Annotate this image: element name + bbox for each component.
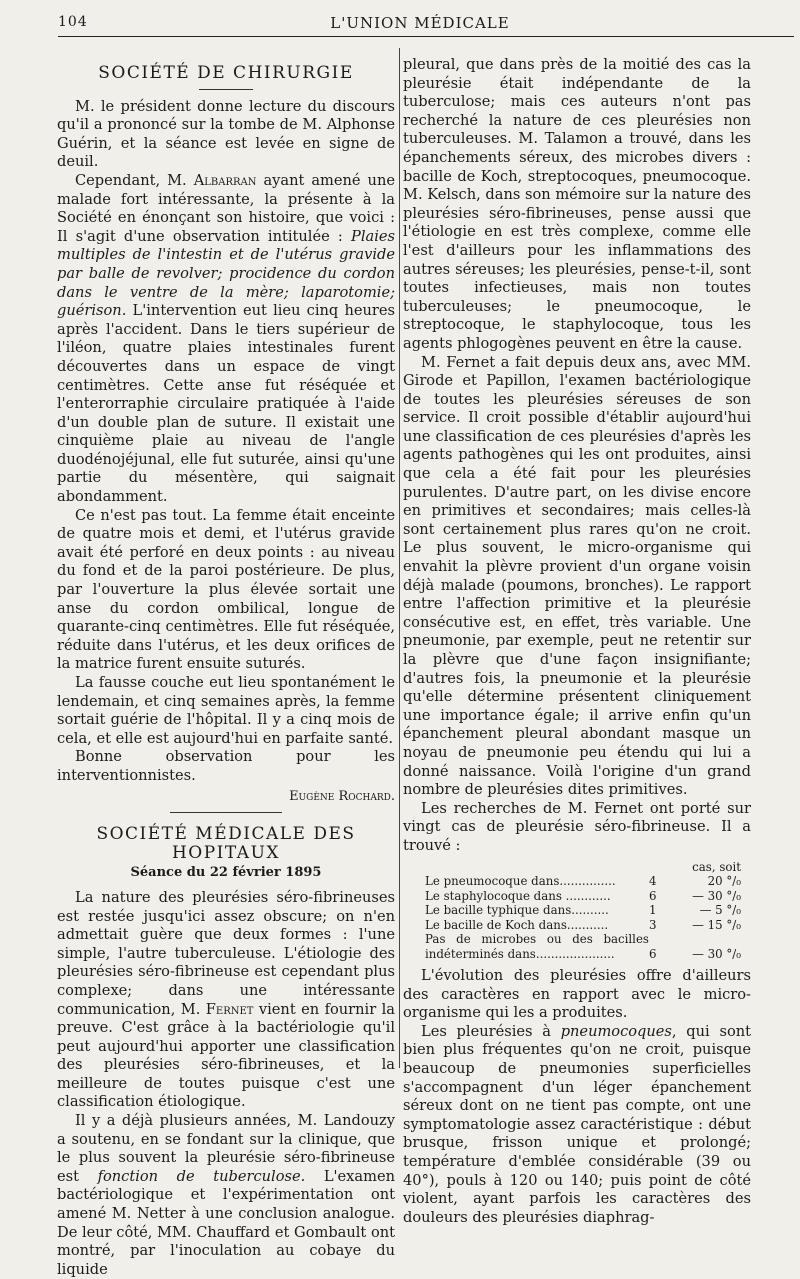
text-run: L'examen bactériologique et l'expérimentation ont amené M. Netter à une conclusion analogue. De leur côté, MM. Chauffard et Gombault ont montré, par l'inoculation au cobaye du liquide	[57, 1167, 395, 1278]
signature: Eugène Rochard.	[289, 788, 395, 804]
stats-label: Le pneumocoque dans...............	[425, 874, 616, 889]
paragraph: Ce n'est pas tout. La femme était enceinte de quatre mois et demi, et l'utérus gravide avait été perforé en deux points : au niveau du fond et de la paroi postérieure. De plus, par l'ouverture la plus élevée sortait une anse du cordon ombilical, longue de quarante-cinq centimètres. Elle fut réséquée, réduite dans l'utérus, et les deux orifices de la matrice furent ensuite suturés.	[57, 506, 395, 673]
paragraph: La fausse couche eut lieu spontanément le lendemain, et cinq semaines après, la femme sortait guérie de l'hôpital. Il y a cinq mois de cela, et elle est aujourd'hui en parfaite santé.	[57, 674, 395, 747]
stats-row	[403, 918, 751, 933]
paragraph: Les recherches de M. Fernet ont porté sur vingt cas de pleurésie séro-fibrineuse. Il a trouvé :	[403, 799, 751, 854]
author-name: Albarran	[193, 171, 257, 189]
emphasis: pneumocoques	[560, 1022, 672, 1040]
title-rule	[199, 89, 253, 90]
stats-label: Le bacille de Koch dans...........	[425, 917, 609, 932]
stats-label: Le bacille typhique dans..........	[425, 903, 609, 918]
stats-percent: — 30 °/₀	[692, 888, 741, 903]
seance-date: Séance du 22 février 1895	[130, 865, 322, 881]
stats-row	[403, 889, 751, 904]
text-run: Cependant, M.	[75, 171, 194, 189]
stats-row	[403, 903, 751, 918]
text-run: vient en fournir la preuve. C'est grâce à la bactériologie qu'il peut aujourd'hui apporter une classification des pleurésies séro-fibrineuses, et la meilleure de toutes puisque c'est une classification étiologique.	[57, 1000, 395, 1111]
text-run: , qui sont bien plus fréquentes qu'on ne croit, puisque beaucoup de pneumonies superficielles s'accompagnent d'un léger épanchement séreux dont on ne tient pas compte, ont une symptomatologie assez caractéristique : début brusque, frisson unique et prolongé; température d'emblée considérable (39 ou 40°), pouls à 120 ou 140; puis point de côté violent, ayant parfois les caractères des douleurs des pleurésies diaphrag-	[403, 1022, 751, 1226]
section-rule	[170, 812, 282, 813]
stats-count: 4	[649, 874, 657, 889]
paragraph	[57, 1112, 395, 1279]
right-column	[403, 56, 751, 1227]
stats-count: 6	[649, 888, 657, 903]
observation-title: Plaies multiples de l'intestin et de l'utérus gravide par balle de revolver; procidence du cordon dans le ventre de la mère; laparotomie; guérison.	[57, 227, 395, 320]
stats-row	[403, 932, 751, 961]
paragraph: Bonne observation pour les interventionnistes.	[57, 748, 395, 784]
journal-title: L'UNION MÉDICALE	[330, 14, 510, 32]
stats-label: Le staphylocoque dans ............	[425, 888, 611, 903]
author-name: Fernet	[205, 1000, 254, 1018]
paragraph	[57, 172, 395, 507]
paragraph	[403, 1023, 751, 1228]
paragraph: L'évolution des pleurésies offre d'ailleurs des caractères en rapport avec le micro-organisme qui les a produites.	[403, 967, 751, 1022]
stats-label: Pas de microbes ou des bacilles indéterminés dans.....................	[425, 932, 649, 961]
page-number: 104	[58, 14, 88, 30]
text-run: La nature des pleurésies séro-fibrineuses est restée jusqu'ici assez obscure; on n'en admettait guère que deux formes : l'une simple, l'autre tuberculeuse. L'étiologie des pleurésies séro-fibrineuse est cependant plus complexe; dans une intéressante communication, M.	[57, 888, 395, 1018]
stats-count: 1	[649, 903, 657, 918]
stats-percent: — 30 °/₀	[692, 946, 741, 961]
text-run: Les pleurésies à	[421, 1022, 561, 1040]
stats-percent: — 15 °/₀	[692, 917, 741, 932]
paragraph: pleural, que dans près de la moitié des cas la pleurésie était indépendante de la tuberculose; mais ces auteurs n'ont pas recherché la nature de ces pleurésies non tuberculeuses. M. Talamon a trouvé, dans les épanchements séreux, des microbes divers : bacille de Koch, streptocoques, pneumocoque. M. Kelsch, dans son mémoire sur la nature des pleurésies séro-fibrineuses, pense aussi que l'étiologie en est très complexe, comme elle l'est d'ailleurs pour les inflammations des autres séreuses; les pleurésies, pense-t-il, sont toutes infectieuses, mais non toutes tuberculeuses; le pneumocoque, le streptocoque, le staphylocoque, tous les agents phlogogènes peuvent en être la cause.	[403, 56, 751, 352]
stats-percent: cas, soit 20 °/₀	[692, 859, 741, 889]
text-run: ayant amené une malade fort intéressante, la présente à la Société en énonçant son histoire, que voici : Il s'agit d'une observation intitulée :	[57, 171, 395, 245]
section-title-hopitaux: SOCIÉTÉ MÉDICALE DES HOPITAUX	[96, 824, 356, 863]
running-head	[58, 12, 782, 34]
text-run: L'intervention eut lieu cinq heures après l'accident. Dans le tiers supérieur de l'iléon, quatre plaies intestinales furent découvertes dans un espace de vingt centimètres. Cette anse fut réséquée et l'enterorraphie circulaire pratiquée à l'aide d'un double plan de suture. Il existait une cinquième plaie au niveau de l'angle duodénojéjunal, elle fut suturée, ainsi qu'une partie du mésentère, qui saignait abondamment.	[57, 302, 395, 506]
section-title-chirurgie: SOCIÉTÉ DE CHIRURGIE	[98, 63, 354, 83]
column-divider	[399, 48, 400, 1068]
stats-count: 3	[649, 917, 657, 932]
stats-table	[403, 860, 751, 962]
left-column	[57, 50, 395, 1279]
stats-percent: — 5 °/₀	[699, 903, 741, 918]
paragraph: M. le président donne lecture du discours qu'il a prononcé sur la tombe de M. Alphonse Guérin, et la séance est levée en signe de deuil.	[57, 97, 395, 171]
text-run: Il y a déjà plusieurs années, M. Landouzy a soutenu, en se fondant sur la clinique, que le plus souvent la pleurésie séro-fibrineuse est	[57, 1112, 395, 1185]
emphasis: fonction de tuberculose.	[97, 1167, 306, 1185]
paragraph: M. Fernet a fait depuis deux ans, avec MM. Girode et Papillon, l'examen bactériologique de toutes les pleurésies séreuses de son service. Il croit possible d'établir aujourd'hui une classification de ces pleurésies d'après les agents pathogènes qui les ont produites, ainsi que cela a été fait pour les pleurésies purulentes. D'autre part, on les divise encore en primitives et secondaires; mais celles-là sont certainement plus rares qu'on ne croit. Le plus souvent, le micro-organisme qui envahit la plèvre provient d'un organe voisin déjà malade (poumons, bronches). Le rapport entre l'affection primitive et la pleurésie consécutive est, en effet, très variable. Une pneumonie, par exemple, peut ne retentir sur la plèvre que d'une façon insignifiante; d'autres fois, la pneumonie et la pleurésie qu'elle détermine présentent cliniquement une importance égale; il arrive enfin qu'un épanchement pleural abondant masque un noyau de pneumonie peu étendu qui lui a donné naissance. Voilà l'origine d'un grand nombre de pleurésies dites primitives.	[403, 353, 751, 799]
header-rule	[58, 36, 794, 37]
stats-row	[403, 860, 751, 889]
stats-count: 6	[649, 946, 657, 961]
